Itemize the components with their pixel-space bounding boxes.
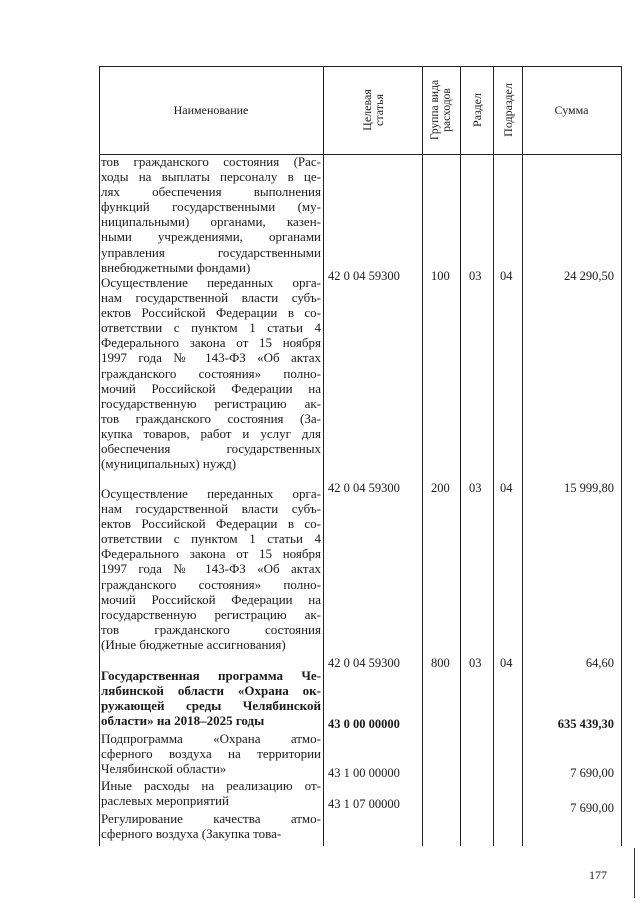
text-line: Федерального закона от 15 ноября [101, 335, 321, 351]
text-line: Государственная программа Че- [101, 668, 321, 683]
row-group: 800 [431, 656, 450, 670]
text-line: тов гражданского состояния (За- [101, 410, 321, 426]
row-code: 42 0 04 59300 [328, 656, 400, 670]
text-line: ектов Российской Федерации в со- [101, 516, 321, 532]
text-line: купка товаров, работ и услуг для [101, 425, 321, 441]
row-subsection: 04 [500, 656, 513, 670]
row-sum: 7 690,00 [570, 766, 614, 780]
text-line: ответствии с пунктом 1 статьи 4 [101, 320, 321, 336]
column-divider [522, 66, 523, 846]
row-name [101, 731, 321, 776]
page-number: 177 [589, 868, 607, 882]
text-line: Осуществление переданных орга- [101, 486, 321, 501]
row-section: 03 [469, 481, 482, 495]
row-name [101, 668, 321, 728]
scan-edge-line [634, 848, 635, 898]
header-group-line1: Группа вида [429, 79, 442, 141]
column-divider [422, 66, 423, 846]
header-name-label: Наименование [173, 102, 249, 117]
text-line: гражданского состояния» полно- [101, 576, 321, 592]
text-line: лябинской области «Охрана ок- [101, 683, 321, 699]
header-target [323, 66, 422, 154]
header-target-line1: Целевая [359, 89, 374, 131]
text-line: (Иные бюджетные ассигнования) [101, 636, 286, 652]
row-group: 100 [431, 269, 450, 283]
header-group [422, 66, 460, 154]
row-sum: 64,60 [585, 656, 614, 670]
text-line: ходы на выплаты персоналу в це- [101, 169, 321, 185]
header-sum [522, 66, 621, 154]
row-name [101, 486, 321, 652]
header-target-line2: статья [371, 94, 386, 126]
row-group: 200 [431, 481, 450, 495]
header-group-line2: расходов [441, 88, 454, 132]
text-line: тов гражданского состояния (Рас- [101, 154, 321, 169]
text-line: внебюджетными фондами) [101, 259, 251, 275]
budget-table [99, 66, 622, 846]
table-border-left [99, 66, 100, 846]
table-border-right [621, 66, 622, 846]
text-line: гражданского состояния» полно- [101, 365, 321, 381]
text-line: лях обеспечения выполнения [101, 184, 321, 200]
row-sum: 635 439,30 [557, 717, 614, 731]
row-code: 43 1 07 00000 [328, 797, 400, 811]
column-divider [323, 66, 324, 846]
text-line: раслевых мероприятий [101, 793, 229, 809]
text-line: мочий Российской Федерации на [101, 591, 321, 607]
text-line: Челябинской области» [101, 761, 227, 777]
row-code: 42 0 04 59300 [328, 481, 400, 495]
row-name [101, 154, 321, 275]
text-line: государственную регистрацию ак- [101, 395, 321, 411]
row-code: 43 0 00 00000 [328, 717, 400, 731]
text-line: сферного воздуха на территории [101, 746, 321, 762]
row-sum: 24 290,50 [564, 269, 614, 283]
row-name [101, 811, 321, 841]
row-code: 42 0 04 59300 [328, 269, 400, 283]
text-line: 1997 года № 143-ФЗ «Об актах [101, 350, 321, 366]
text-line: тов гражданского состояния [101, 621, 321, 637]
column-divider [493, 66, 494, 846]
header-subsection [493, 66, 522, 154]
text-line: ответствии с пунктом 1 статьи 4 [101, 531, 321, 547]
header-name [99, 66, 323, 154]
text-line: (муниципальных) нужд) [101, 456, 237, 472]
row-subsection: 04 [500, 269, 513, 283]
text-line: Регулирование качества атмо- [101, 811, 321, 826]
text-line: ектов Российской Федерации в со- [101, 305, 321, 321]
row-section: 03 [469, 269, 482, 283]
text-line: Иные расходы на реализацию от- [101, 778, 321, 793]
text-line: Федерального закона от 15 ноября [101, 546, 321, 562]
column-divider [460, 66, 461, 846]
row-sum: 15 999,80 [564, 481, 614, 495]
row-section: 03 [469, 656, 482, 670]
text-line: Подпрограмма «Охрана атмо- [101, 731, 321, 746]
row-name [101, 275, 321, 471]
row-subsection: 04 [500, 481, 513, 495]
header-sum-label: Сумма [554, 102, 589, 117]
row-name [101, 778, 321, 808]
text-line: ружающей среды Челябинской [101, 698, 321, 714]
text-line: обеспечения государственных [101, 441, 321, 457]
header-section [460, 66, 493, 154]
text-line: сферного воздуха (Закупка това- [101, 826, 282, 842]
text-line: ными учреждениями, органами [101, 229, 321, 245]
row-sum: 7 690,00 [570, 801, 614, 815]
text-line: нам государственной власти субъ- [101, 290, 321, 306]
text-line: управления государственными [101, 244, 321, 260]
header-subsection-label: Подраздел [500, 83, 515, 137]
text-line: нам государственной власти субъ- [101, 501, 321, 517]
text-line: государственную регистрацию ак- [101, 606, 321, 622]
row-code: 43 1 00 00000 [328, 766, 400, 780]
text-line: Осуществление переданных орга- [101, 275, 321, 290]
header-section-label: Раздел [469, 93, 484, 127]
text-line: области» на 2018–2025 годы [101, 713, 265, 729]
text-line: 1997 года № 143-ФЗ «Об актах [101, 561, 321, 577]
text-line: мочий Российской Федерации на [101, 380, 321, 396]
text-line: ниципальными) органами, казен- [101, 214, 321, 230]
text-line: функций государственными (му- [101, 199, 321, 215]
